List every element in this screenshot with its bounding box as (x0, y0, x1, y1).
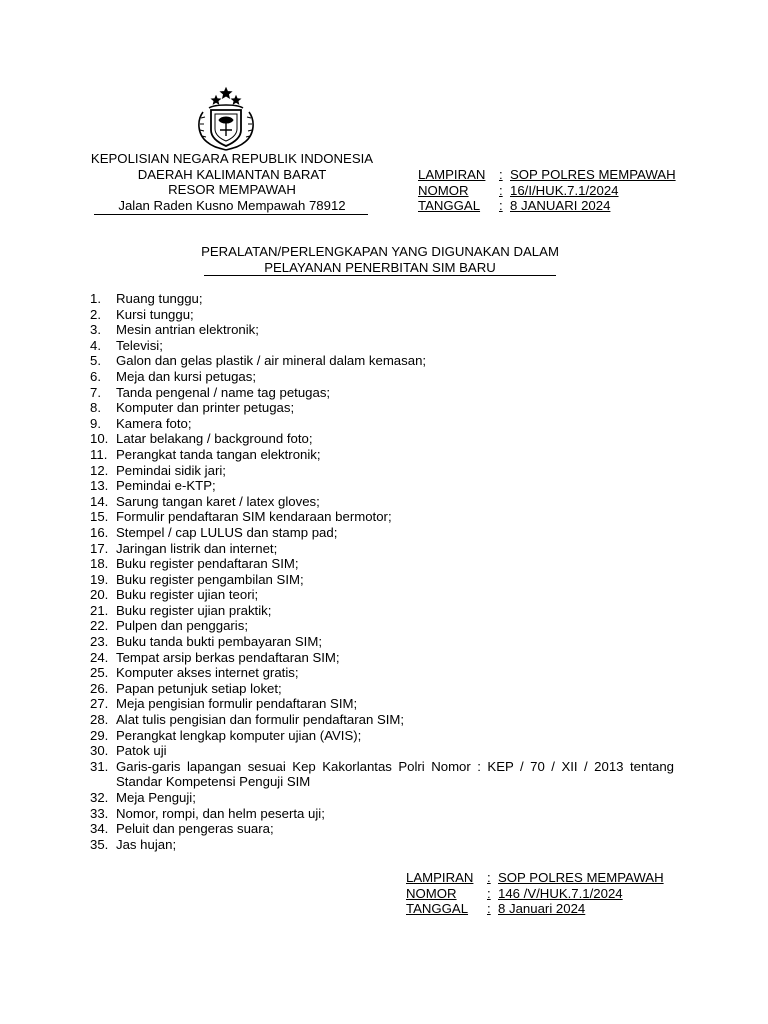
meta-value: 8 Januari 2024 (498, 901, 586, 917)
meta-key: TANGGAL (418, 198, 481, 214)
list-item (90, 400, 674, 416)
list-item-text: Buku tanda bukti pembayaran SIM; (116, 634, 322, 650)
list-item (90, 338, 674, 354)
list-item-number: 22. (90, 618, 109, 634)
meta-row-lampiran (418, 167, 676, 183)
list-item-number: 15. (90, 509, 109, 525)
equipment-list (90, 291, 674, 852)
list-item-number: 10. (90, 431, 109, 447)
list-item-text: Komputer akses internet gratis; (116, 665, 299, 681)
list-item-number: 34. (90, 821, 109, 837)
meta-sep: : (487, 901, 491, 917)
list-item-number: 6. (90, 368, 101, 384)
list-item-text: Formulir pendaftaran SIM kendaraan bermotor; (116, 509, 392, 525)
org-resort: RESOR MEMPAWAH (168, 182, 296, 198)
list-item (90, 618, 674, 634)
list-item-text: Jas hujan; (116, 836, 177, 852)
meta-row-tanggal (406, 901, 664, 917)
title-line-2: PELAYANAN PENERBITAN SIM BARU (204, 260, 556, 277)
list-item-number: 16. (90, 524, 109, 540)
list-item-text: Mesin antrian elektronik; (116, 322, 259, 338)
list-item-text: Tempat arsip berkas pendaftaran SIM; (116, 649, 340, 665)
list-item-number: 18. (90, 556, 109, 572)
meta-sep: : (499, 182, 503, 198)
list-item (90, 322, 674, 338)
list-item-text: Sarung tangan karet / latex gloves; (116, 493, 320, 509)
list-item-number: 28. (90, 712, 109, 728)
meta-row-tanggal (418, 198, 676, 214)
list-item-number: 3. (90, 322, 101, 338)
list-item-text: Pemindai sidik jari; (116, 462, 226, 478)
list-item-number: 12. (90, 462, 109, 478)
list-item (90, 696, 674, 712)
list-item-number: 24. (90, 649, 109, 665)
list-item-number: 11. (90, 446, 108, 462)
list-item (90, 572, 674, 588)
list-item-text: Papan petunjuk setiap loket; (116, 680, 282, 696)
list-item-number: 4. (90, 337, 101, 353)
list-item (90, 712, 674, 728)
list-item-text: Meja pengisian formulir pendaftaran SIM; (116, 696, 358, 712)
list-item-number: 30. (90, 743, 109, 759)
list-item (90, 743, 674, 759)
attachment-info-bottom (406, 870, 664, 917)
meta-sep: : (487, 885, 491, 901)
list-item-text: Buku register ujian praktik; (116, 602, 272, 618)
list-item-text: Buku register pengambilan SIM; (116, 571, 304, 587)
meta-value: 146 /V/HUK.7.1/2024 (498, 885, 623, 901)
title-line-1: PERALATAN/PERLENGKAPAN YANG DIGUNAKAN DALAM (201, 244, 559, 259)
list-item-text: Pemindai e-KTP; (116, 478, 216, 494)
org-name: KEPOLISIAN NEGARA REPUBLIK INDONESIA (90, 151, 374, 166)
meta-key: NOMOR (406, 885, 457, 901)
org-region: DAERAH KALIMANTAN BARAT (137, 166, 327, 182)
police-emblem-icon (189, 86, 263, 152)
list-item-number: 21. (90, 602, 109, 618)
meta-sep: : (487, 870, 491, 885)
document-title (190, 244, 570, 276)
meta-row-lampiran (406, 870, 664, 886)
list-item-number: 13. (90, 478, 109, 494)
meta-key: LAMPIRAN (406, 870, 474, 885)
list-item (90, 665, 674, 681)
meta-key: TANGGAL (406, 901, 469, 917)
list-item-text: Buku register pendaftaran SIM; (116, 556, 299, 572)
list-item (90, 650, 674, 666)
list-item-text: Jaringan listrik dan internet; (116, 540, 278, 556)
list-item-number: 33. (90, 805, 109, 821)
list-item-number: 29. (90, 727, 109, 743)
list-item-number: 8. (90, 400, 101, 416)
list-item (90, 353, 674, 369)
list-item-number: 14. (90, 493, 109, 509)
list-item-number: 35. (90, 836, 109, 852)
letterhead-divider (94, 214, 368, 215)
meta-sep: : (499, 198, 503, 214)
meta-value: 8 JANUARI 2024 (510, 198, 611, 214)
list-item-number: 27. (90, 696, 109, 712)
list-item-number: 19. (90, 571, 109, 587)
list-item (90, 603, 674, 619)
list-item-text: Galon dan gelas plastik / air mineral dalam kemasan; (116, 353, 427, 369)
meta-sep: : (499, 167, 503, 182)
list-item-text: Perangkat lengkap komputer ujian (AVIS); (116, 727, 362, 743)
list-item-text: Garis-garis lapangan sesuai Kep Kakorlantas Polri Nomor : KEP / 70 / XII / 2013 tentang Standar Kompetensi Penguji SIM (116, 758, 674, 790)
list-item-text: Buku register ujian teori; (116, 587, 259, 603)
meta-value: SOP POLRES MEMPAWAH (498, 870, 664, 885)
list-item-text: Televisi; (116, 337, 163, 353)
list-item-text: Stempel / cap LULUS dan stamp pad; (116, 524, 338, 540)
list-item (90, 790, 674, 806)
list-item (90, 494, 674, 510)
list-item (90, 463, 674, 479)
list-item (90, 728, 674, 744)
list-item-number: 26. (90, 680, 109, 696)
list-item-text: Kamera foto; (116, 415, 192, 431)
meta-key: LAMPIRAN (418, 167, 486, 182)
attachment-info-top (418, 167, 676, 214)
list-item-number: 17. (90, 540, 109, 556)
list-item-text: Latar belakang / background foto; (116, 431, 313, 447)
list-item (90, 369, 674, 385)
list-item (90, 821, 674, 837)
meta-value: 16/I/HUK.7.1/2024 (510, 182, 619, 198)
list-item (90, 385, 674, 401)
letterhead (88, 151, 376, 215)
list-item-text: Kursi tunggu; (116, 306, 194, 322)
list-item-text: Alat tulis pengisian dan formulir pendaftaran SIM; (116, 712, 405, 728)
list-item-number: 25. (90, 665, 109, 681)
list-item-text: Perangkat tanda tangan elektronik; (116, 446, 321, 462)
list-item-number: 32. (90, 790, 109, 805)
list-item-number: 7. (90, 384, 101, 400)
list-item-number: 1. (90, 291, 101, 306)
list-item-number: 31. (90, 758, 109, 774)
list-item-number: 23. (90, 634, 109, 650)
list-item-text: Patok uji (116, 743, 167, 759)
list-item-text: Meja Penguji; (116, 790, 196, 805)
list-item-text: Tanda pengenal / name tag petugas; (116, 384, 331, 400)
list-item-text: Ruang tunggu; (116, 291, 203, 306)
list-item (90, 525, 674, 541)
list-item (90, 556, 674, 572)
list-item (90, 806, 674, 822)
list-item (90, 587, 674, 603)
list-item (90, 431, 674, 447)
list-item-text: Nomor, rompi, dan helm peserta uji; (116, 805, 325, 821)
list-item (90, 291, 674, 307)
list-item-text: Komputer dan printer petugas; (116, 400, 295, 416)
meta-key: NOMOR (418, 182, 469, 198)
org-address: Jalan Raden Kusno Mempawah 78912 (118, 197, 346, 213)
list-item (90, 447, 674, 463)
list-item-text: Pulpen dan penggaris; (116, 618, 248, 634)
list-item (90, 541, 674, 557)
list-item (90, 307, 674, 323)
list-item (90, 478, 674, 494)
list-item (90, 634, 674, 650)
list-item (90, 837, 674, 853)
list-item-number: 20. (90, 587, 109, 603)
list-item-number: 5. (90, 353, 101, 369)
list-item-number: 2. (90, 306, 101, 322)
list-item (90, 509, 674, 525)
meta-row-nomor (406, 886, 664, 902)
meta-row-nomor (418, 183, 676, 199)
meta-value: SOP POLRES MEMPAWAH (510, 167, 676, 182)
list-item-text: Peluit dan pengeras suara; (116, 821, 274, 837)
list-item (90, 416, 674, 432)
list-item (90, 759, 674, 790)
list-item-number: 9. (90, 415, 101, 431)
list-item-text: Meja dan kursi petugas; (116, 368, 257, 384)
list-item (90, 681, 674, 697)
